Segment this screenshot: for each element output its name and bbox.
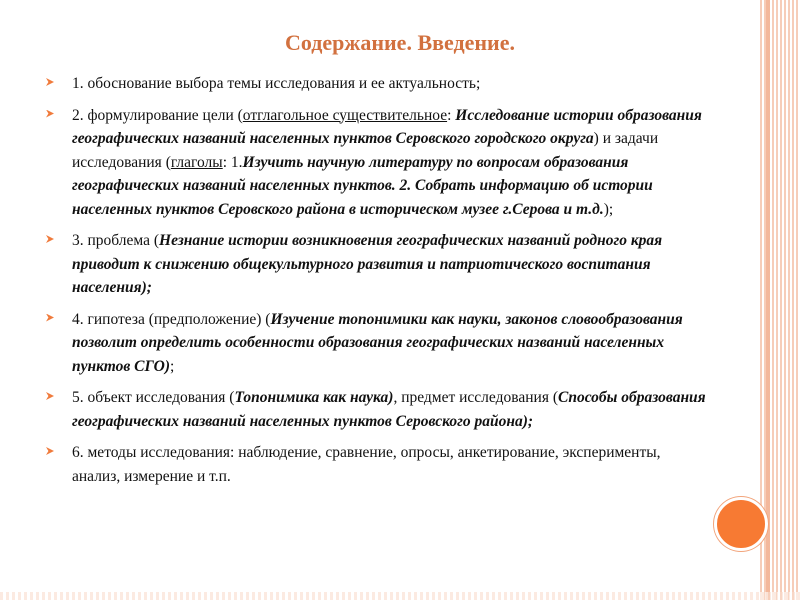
list-item-6: 6. методы исследования: наблюдение, сравнение, опросы, анкетирование, эксперименты, анализ, измерение и т.п. <box>46 441 711 488</box>
list-item-5: 5. объект исследования (Топонимика как наука), предмет исследования (Способы образования географических названий населенных пунктов Серовского района); <box>46 386 711 433</box>
orange-circle-decoration <box>714 497 768 551</box>
bullet-arrow-icon <box>46 110 54 118</box>
list-item-4: 4. гипотеза (предположение) (Изучение топонимики как науки, законов словообразования позволит определить особенности образования географических названий населенных пунктов СГО); <box>46 308 711 379</box>
bullet-list <box>46 72 711 496</box>
bottom-stripe <box>0 592 800 600</box>
slide-title: Содержание. Введение. <box>285 30 515 55</box>
list-item-1: 1. обоснование выбора темы исследования и ее актуальность; <box>46 72 711 96</box>
bullet-arrow-icon <box>46 78 54 86</box>
bullet-arrow-icon <box>46 314 54 322</box>
bullet-arrow-icon <box>46 235 54 243</box>
list-item-3: 3. проблема (Незнание истории возникновения географических названий родного края приводит к снижению общекультурного развития и патриотического воспитания населения); <box>46 229 711 300</box>
bullet-arrow-icon <box>46 392 54 400</box>
list-item-2: 2. формулирование цели (отглагольное существительное: Исследование истории образования географических названий населенных пунктов Серовского городского округа) и задачи исследования (глаголы: 1.Изучить научную литературу по вопросам образования географических названий населенных пунктов. 2. Собрать информацию об истории населенных пунктов Серовского района в историческом музее г.Серова и т.д.); <box>46 104 711 222</box>
decorative-stripes <box>760 0 800 600</box>
bullet-arrow-icon <box>46 447 54 455</box>
